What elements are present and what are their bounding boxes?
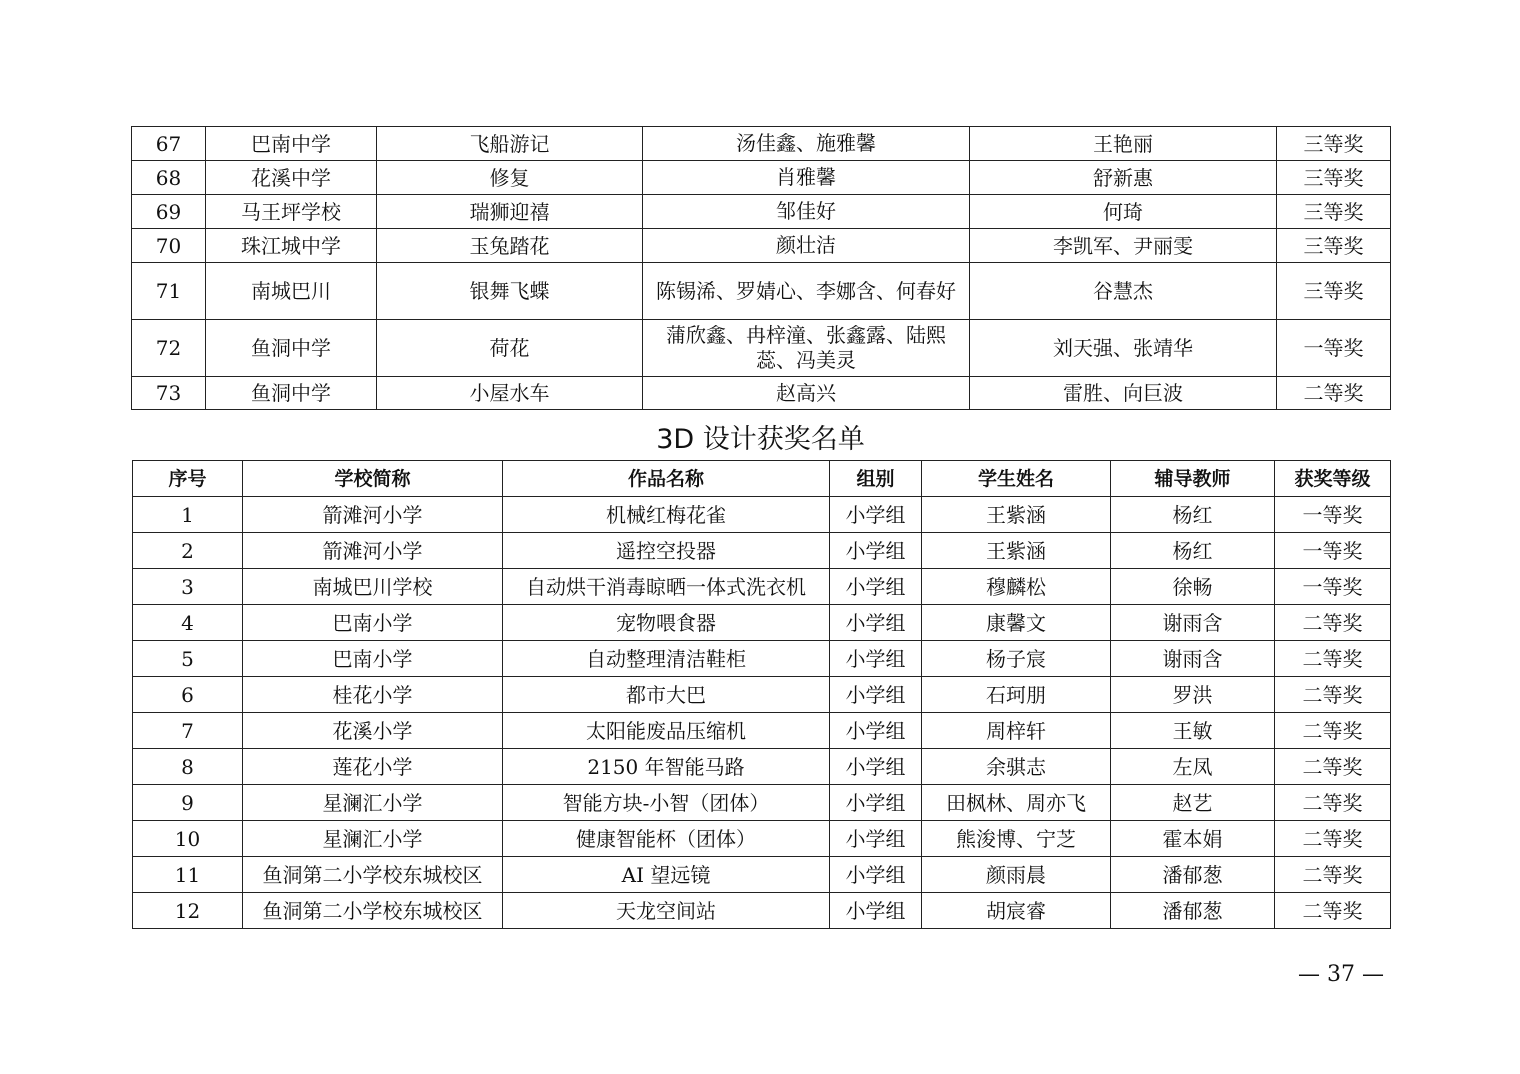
- cell-teacher: 李凯军、尹丽雯: [970, 229, 1277, 263]
- cell-school: 星澜汇小学: [243, 821, 503, 857]
- cell-school: 星澜汇小学: [243, 785, 503, 821]
- award-table-continued: [131, 126, 1391, 410]
- cell-work: 2150 年智能马路: [503, 749, 830, 785]
- cell-work: 银舞飞蝶: [377, 263, 643, 320]
- cell-group: 小学组: [830, 749, 922, 785]
- cell-school: 箭滩河小学: [243, 497, 503, 533]
- cell-teacher: 杨红: [1111, 497, 1275, 533]
- cell-group: 小学组: [830, 605, 922, 641]
- cell-work: 健康智能杯（团体）: [503, 821, 830, 857]
- cell-no: 67: [132, 127, 206, 161]
- cell-group: 小学组: [830, 821, 922, 857]
- table-row: [132, 320, 1391, 377]
- cell-no: 12: [133, 893, 243, 929]
- cell-work: 瑞狮迎禧: [377, 195, 643, 229]
- cell-award: 二等奖: [1275, 821, 1391, 857]
- cell-no: 69: [132, 195, 206, 229]
- cell-no: 68: [132, 161, 206, 195]
- cell-work: 太阳能废品压缩机: [503, 713, 830, 749]
- table-row: [133, 533, 1391, 569]
- cell-award: 二等奖: [1275, 749, 1391, 785]
- cell-no: 70: [132, 229, 206, 263]
- cell-work: 玉兔踏花: [377, 229, 643, 263]
- cell-work: 宠物喂食器: [503, 605, 830, 641]
- cell-award: 三等奖: [1277, 195, 1391, 229]
- cell-teacher: 王艳丽: [970, 127, 1277, 161]
- cell-no: 10: [133, 821, 243, 857]
- cell-work: 自动整理清洁鞋柜: [503, 641, 830, 677]
- cell-teacher: 霍本娟: [1111, 821, 1275, 857]
- cell-group: 小学组: [830, 533, 922, 569]
- cell-student: 康馨文: [922, 605, 1111, 641]
- cell-award: 一等奖: [1277, 320, 1391, 377]
- table-row: [132, 229, 1391, 263]
- cell-no: 4: [133, 605, 243, 641]
- cell-work: 机械红梅花雀: [503, 497, 830, 533]
- cell-students: 颜壮洁: [643, 229, 970, 263]
- cell-school: 花溪小学: [243, 713, 503, 749]
- cell-students: 汤佳鑫、施雅馨: [643, 127, 970, 161]
- section-title: 3D 设计获奖名单: [656, 424, 865, 455]
- cell-work: 飞船游记: [377, 127, 643, 161]
- table-row: [132, 195, 1391, 229]
- cell-teacher: 谢雨含: [1111, 641, 1275, 677]
- table-row: [133, 749, 1391, 785]
- cell-award: 一等奖: [1275, 497, 1391, 533]
- cell-no: 6: [133, 677, 243, 713]
- cell-student: 杨子宸: [922, 641, 1111, 677]
- cell-work: 智能方块-小智（团体）: [503, 785, 830, 821]
- cell-no: 11: [133, 857, 243, 893]
- cell-work: 遥控空投器: [503, 533, 830, 569]
- award-table-continued-body: [132, 127, 1391, 410]
- cell-award: 二等奖: [1277, 377, 1391, 410]
- cell-school: 鱼洞第二小学校东城校区: [243, 893, 503, 929]
- cell-teacher: 潘郁葱: [1111, 857, 1275, 893]
- cell-teacher: 舒新惠: [970, 161, 1277, 195]
- cell-award: 二等奖: [1275, 677, 1391, 713]
- cell-teacher: 杨红: [1111, 533, 1275, 569]
- cell-group: 小学组: [830, 713, 922, 749]
- table-row: [133, 893, 1391, 929]
- cell-award: 二等奖: [1275, 785, 1391, 821]
- cell-school: 鱼洞第二小学校东城校区: [243, 857, 503, 893]
- cell-no: 8: [133, 749, 243, 785]
- cell-student: 王紫涵: [922, 497, 1111, 533]
- cell-group: 小学组: [830, 785, 922, 821]
- cell-no: 3: [133, 569, 243, 605]
- cell-school: 马王坪学校: [206, 195, 377, 229]
- table-row: [133, 641, 1391, 677]
- cell-school: 鱼洞中学: [206, 320, 377, 377]
- table-row: [133, 785, 1391, 821]
- cell-students: 肖雅馨: [643, 161, 970, 195]
- cell-student: 穆麟松: [922, 569, 1111, 605]
- cell-teacher: 罗洪: [1111, 677, 1275, 713]
- cell-no: 71: [132, 263, 206, 320]
- cell-school: 巴南小学: [243, 605, 503, 641]
- cell-group: 小学组: [830, 569, 922, 605]
- cell-award: 二等奖: [1275, 893, 1391, 929]
- cell-teacher: 刘天强、张靖华: [970, 320, 1277, 377]
- page-number: — 37 —: [1298, 962, 1384, 987]
- cell-students: 邹佳好: [643, 195, 970, 229]
- cell-no: 5: [133, 641, 243, 677]
- cell-teacher: 徐畅: [1111, 569, 1275, 605]
- cell-no: 73: [132, 377, 206, 410]
- cell-work: 荷花: [377, 320, 643, 377]
- cell-work: 小屋水车: [377, 377, 643, 410]
- cell-teacher: 谷慧杰: [970, 263, 1277, 320]
- cell-student: 王紫涵: [922, 533, 1111, 569]
- cell-group: 小学组: [830, 857, 922, 893]
- 3d-design-award-table: [132, 460, 1391, 929]
- cell-school: 珠江城中学: [206, 229, 377, 263]
- header-award: 获奖等级: [1275, 461, 1391, 497]
- table-row: [132, 127, 1391, 161]
- cell-award: 二等奖: [1275, 641, 1391, 677]
- cell-work: 天龙空间站: [503, 893, 830, 929]
- table-row: [133, 605, 1391, 641]
- cell-no: 2: [133, 533, 243, 569]
- table-row: [133, 857, 1391, 893]
- cell-student: 颜雨晨: [922, 857, 1111, 893]
- cell-work: AI 望远镜: [503, 857, 830, 893]
- table-header-row: [133, 461, 1391, 497]
- cell-work: 修复: [377, 161, 643, 195]
- table-row: [133, 713, 1391, 749]
- cell-teacher: 雷胜、向巨波: [970, 377, 1277, 410]
- cell-work: 都市大巴: [503, 677, 830, 713]
- cell-school: 南城巴川: [206, 263, 377, 320]
- cell-school: 南城巴川学校: [243, 569, 503, 605]
- cell-award: 三等奖: [1277, 229, 1391, 263]
- cell-award: 一等奖: [1275, 569, 1391, 605]
- table-row: [132, 161, 1391, 195]
- cell-teacher: 左凤: [1111, 749, 1275, 785]
- cell-group: 小学组: [830, 677, 922, 713]
- table-row: [133, 569, 1391, 605]
- header-school: 学校简称: [243, 461, 503, 497]
- cell-student: 熊浚博、宁芝: [922, 821, 1111, 857]
- cell-award: 三等奖: [1277, 161, 1391, 195]
- cell-no: 9: [133, 785, 243, 821]
- cell-award: 二等奖: [1275, 605, 1391, 641]
- header-student: 学生姓名: [922, 461, 1111, 497]
- cell-group: 小学组: [830, 893, 922, 929]
- cell-school: 桂花小学: [243, 677, 503, 713]
- cell-teacher: 王敏: [1111, 713, 1275, 749]
- cell-student: 胡宸睿: [922, 893, 1111, 929]
- header-no: 序号: [133, 461, 243, 497]
- cell-teacher: 潘郁葱: [1111, 893, 1275, 929]
- cell-award: 二等奖: [1275, 857, 1391, 893]
- cell-teacher: 何琦: [970, 195, 1277, 229]
- cell-group: 小学组: [830, 497, 922, 533]
- cell-no: 1: [133, 497, 243, 533]
- cell-school: 巴南中学: [206, 127, 377, 161]
- cell-student: 石珂朋: [922, 677, 1111, 713]
- cell-no: 72: [132, 320, 206, 377]
- table-row: [132, 263, 1391, 320]
- cell-student: 周梓轩: [922, 713, 1111, 749]
- cell-award: 三等奖: [1277, 127, 1391, 161]
- header-teacher: 辅导教师: [1111, 461, 1275, 497]
- table-row: [133, 497, 1391, 533]
- cell-students: 陈锡浠、罗婧心、李娜含、何春好: [643, 263, 970, 320]
- cell-students: 赵高兴: [643, 377, 970, 410]
- cell-school: 鱼洞中学: [206, 377, 377, 410]
- cell-students: 蒲欣鑫、冉梓潼、张鑫露、陆熙蕊、冯美灵: [643, 320, 970, 377]
- cell-teacher: 谢雨含: [1111, 605, 1275, 641]
- table-row: [133, 677, 1391, 713]
- cell-group: 小学组: [830, 641, 922, 677]
- table-row: [132, 377, 1391, 410]
- cell-teacher: 赵艺: [1111, 785, 1275, 821]
- cell-work: 自动烘干消毒晾晒一体式洗衣机: [503, 569, 830, 605]
- cell-award: 一等奖: [1275, 533, 1391, 569]
- cell-student: 田枫林、周亦飞: [922, 785, 1111, 821]
- cell-school: 莲花小学: [243, 749, 503, 785]
- cell-student: 余骐志: [922, 749, 1111, 785]
- cell-no: 7: [133, 713, 243, 749]
- header-group: 组别: [830, 461, 922, 497]
- cell-school: 箭滩河小学: [243, 533, 503, 569]
- cell-award: 三等奖: [1277, 263, 1391, 320]
- cell-award: 二等奖: [1275, 713, 1391, 749]
- cell-school: 花溪中学: [206, 161, 377, 195]
- 3d-design-award-table-body: [133, 497, 1391, 929]
- header-work: 作品名称: [503, 461, 830, 497]
- cell-school: 巴南小学: [243, 641, 503, 677]
- table-row: [133, 821, 1391, 857]
